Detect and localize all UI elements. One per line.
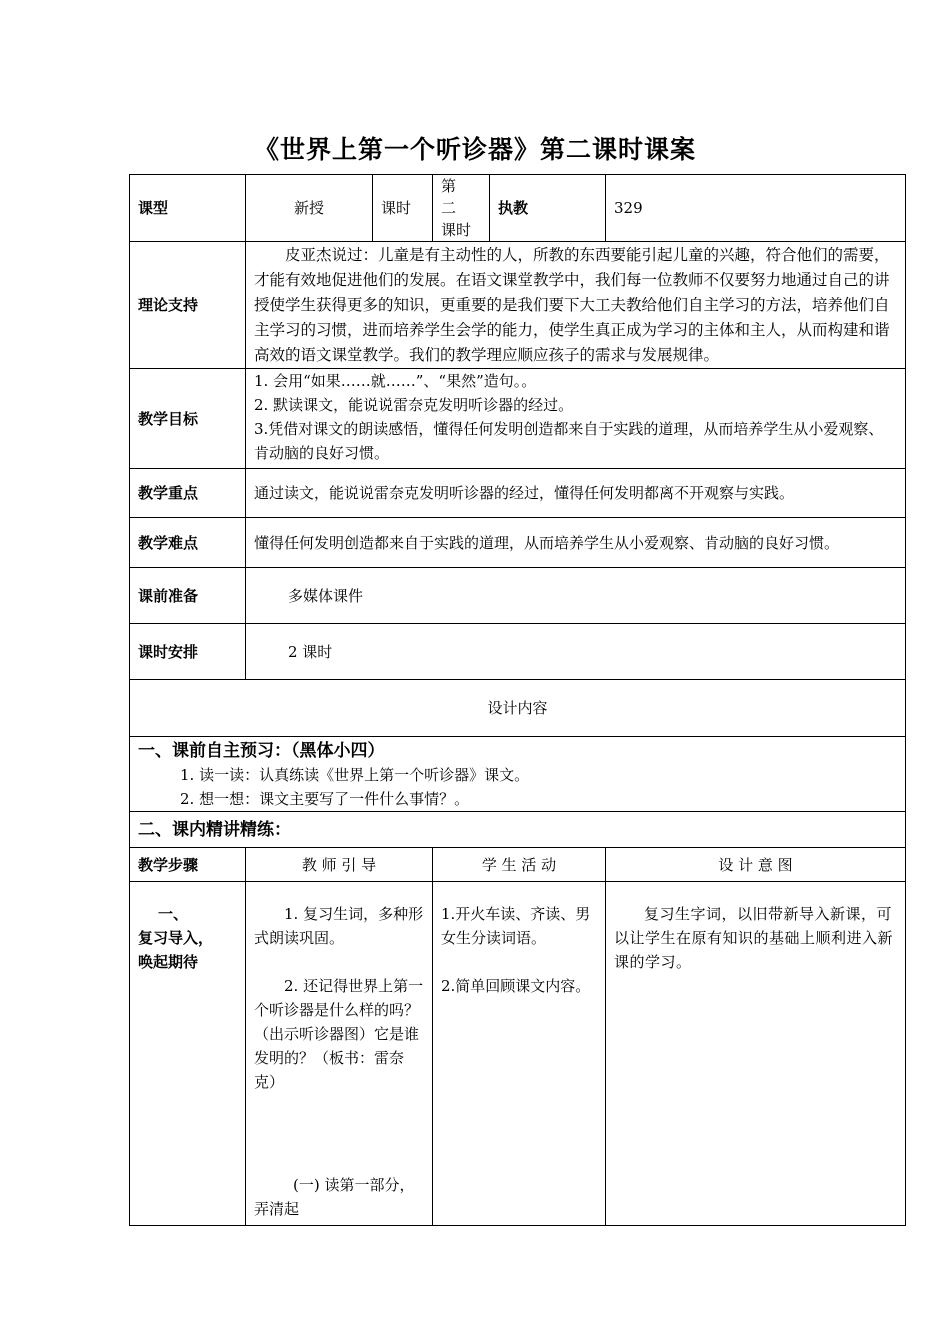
lecture-heading: 二、课内精讲精练：: [130, 812, 906, 848]
preview-item: 2. 想一想：课文主要写了一件什么事情？。: [180, 790, 470, 808]
design-header-row: [130, 680, 906, 737]
schedule-row: [130, 624, 906, 680]
preview-heading: 一、课前自主预习：（黑体小四）: [138, 741, 385, 761]
teacher-step: (一) 读第一部分，弄清起: [254, 1176, 415, 1218]
goals-row: [130, 369, 906, 469]
header-row: [130, 175, 906, 242]
key-points-row: [130, 469, 906, 518]
period-value: [433, 175, 490, 242]
teacher-guidance: [246, 882, 433, 1226]
key-points-text: 通过读文，能说说雷奈克发明听诊器的经过，懂得任何发明都离不开观察与实践。: [246, 469, 906, 518]
theory-text: 皮亚杰说过：儿童是有主动性的人，所教的东西要能引起儿童的兴趣，符合他们的需要，才能有效地促进他们的发展。在语文课堂教学中，我们每一位教师不仅要努力地通过自己的讲授使学生获得更多的知识，更重要的是我们要下大工夫教给他们自主学习的方法，培养他们自主学习的习惯，进而培养学生会学的能力，使学生真正成为学习的主体和主人，从而构建和谐高效的语文课堂教学。我们的教学理应顺应孩子的需求与发展规律。: [246, 242, 906, 369]
intent-col-header: 设 计 意 图: [606, 848, 906, 882]
design-intent: 复习生字词，以旧带新导入新课，可以让学生在原有知识的基础上顺利进入新课的学习。: [606, 882, 906, 1226]
page-title: 《世界上第一个听诊器》第二课时课案: [253, 135, 696, 164]
design-header: 设计内容: [130, 680, 906, 737]
goal-item: 2. 默读课文，能说说雷奈克发明听诊器的经过。: [254, 396, 574, 414]
goal-item: 3.凭借对课文的朗读感悟，懂得任何发明创造都来自于实践的道理，从而培养学生从小爱观察、肯动脑的良好习惯。: [254, 420, 884, 462]
difficulties-row: [130, 518, 906, 568]
difficulties-label: 教学难点: [130, 518, 246, 568]
teacher-value: 329: [606, 175, 906, 242]
student-step: 1.开火车读、齐读、男女生分读词语。: [441, 905, 591, 947]
type-value: 新授: [246, 175, 373, 242]
difficulties-text: 懂得任何发明创造都来自于实践的道理，从而培养学生从小爱观察、肯动脑的良好习惯。: [246, 518, 906, 568]
teacher-label: 执教: [490, 175, 606, 242]
student-step: 2.简单回顾课文内容。: [441, 977, 591, 995]
lecture-heading-row: [130, 812, 906, 848]
step-title-line: 唤起期待: [138, 953, 199, 971]
student-col-header: 学 生 活 动: [433, 848, 606, 882]
step-number: 一、: [158, 905, 189, 923]
theory-label: 理论支持: [130, 242, 246, 369]
teacher-col-header: 教 师 引 导: [246, 848, 433, 882]
preparation-row: [130, 568, 906, 624]
goal-item: 1. 会用“如果……就……”、“果然”造句。。: [254, 372, 537, 390]
key-points-label: 教学重点: [130, 469, 246, 518]
step-row: [130, 882, 906, 1226]
period-value-line2: 课时: [441, 221, 472, 239]
student-activity: [433, 882, 606, 1226]
schedule-text: 2 课时: [246, 624, 906, 680]
steps-col-header: 教学步骤: [130, 848, 246, 882]
step-title-line: 复习导入，: [138, 929, 214, 947]
teacher-step: 2. 还记得世界上第一个听诊器是什么样的吗？（出示听诊器图）它是谁发明的？（板书：雷奈克）: [254, 977, 424, 1091]
steps-header-row: [130, 848, 906, 882]
preparation-label: 课前准备: [130, 568, 246, 624]
type-label: 课型: [130, 175, 246, 242]
lesson-plan-table: [129, 174, 906, 1226]
preview-section: [130, 737, 906, 812]
step-name: [130, 882, 246, 1226]
period-label: 课时: [373, 175, 433, 242]
preparation-text: 多媒体课件: [246, 568, 906, 624]
goals-list: [246, 369, 906, 469]
period-value-line1: 第 二: [441, 177, 472, 217]
goals-label: 教学目标: [130, 369, 246, 469]
preview-row: [130, 737, 906, 812]
teacher-step: 1. 复习生词，多种形式朗读巩固。: [254, 905, 424, 947]
theory-row: [130, 242, 906, 369]
schedule-label: 课时安排: [130, 624, 246, 680]
preview-item: 1. 读一读：认真练读《世界上第一个听诊器》课文。: [180, 766, 530, 784]
